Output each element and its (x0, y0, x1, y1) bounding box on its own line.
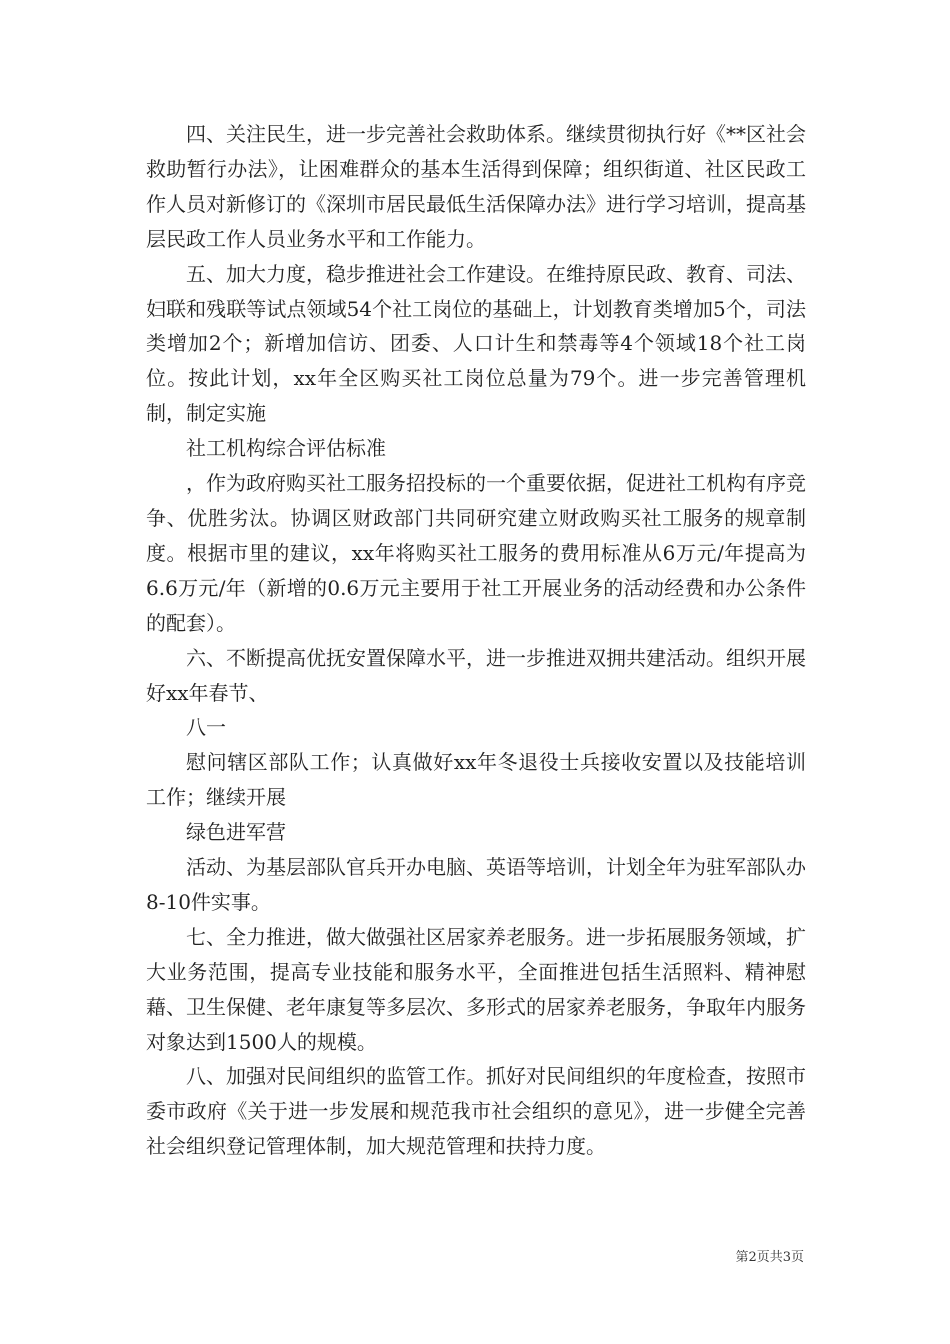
paragraph-civil-organizations: 八、加强对民间组织的监管工作。抓好对民间组织的年度检查，按照市委市政府《关于进一步发展和规范我市社会组织的意见》，进一步健全完善社会组织登记管理体制，加大规范管理和扶持力度。 (146, 1064, 806, 1159)
paragraph-social-assistance: 四、关注民生，进一步完善社会救助体系。继续贯彻执行好《**区社会救助暂行办法》，让困难群众的基本生活得到保障；组织街道、社区民政工作人员对新修订的《深圳市居民最低生活保障办法》进行学习培训，提高基层民政工作人员业务水平和工作能力。 (146, 122, 806, 251)
page-number-footer: 第2页共3页 (735, 1250, 804, 1265)
paragraph-social-work: 五、加大力度，稳步推进社会工作建设。在维持原民政、教育、司法、妇联和残联等试点领域54个社工岗位的基础上，计划教育类增加5个，司法类增加2个；新增加信访、团委、人口计生和禁毒等4个领域18个社工岗位。按此计划，xx年全区购买社工岗位总量为79个。进一步完善管理机制，制定实施 (146, 261, 806, 426)
paragraph-elderly-care: 七、全力推进，做大做强社区居家养老服务。进一步拓展服务领域，扩大业务范围，提高专业技能和服务水平，全面推进包括生活照料、精神慰藉、卫生保健、老年康复等多层次、多形式的居家养老服务，争取年内服务对象达到1500人的规模。 (146, 924, 806, 1054)
paragraph-fragment: 社工机构综合评估标准 (186, 436, 386, 461)
paragraph-veterans: 六、不断提高优抚安置保障水平，进一步推进双拥共建活动。组织开展好xx年春节、 (146, 645, 806, 705)
paragraph-fragment: 绿色进军营 (186, 820, 286, 845)
paragraph-fragment: 八一 (186, 715, 226, 740)
paragraph-veterans-activities: 活动、为基层部队官兵开办电脑、英语等培训，计划全年为驻军部队办8-10件实事。 (146, 855, 806, 914)
paragraph-veterans-continued: 慰问辖区部队工作；认真做好xx年冬退役士兵接收安置以及技能培训工作；继续开展 (146, 750, 806, 810)
document-body (146, 117, 806, 1164)
paragraph-social-work-continued: ，作为政府购买社工服务招投标的一个重要依据，促进社工机构有序竞争、优胜劣汰。协调区财政部门共同研究建立财政购买社工服务的规章制度。根据市里的建议，xx年将购买社工服务的费用标准从6万元/年提高为6.6万元/年（新增的0.6万元主要用于社工开展业务的活动经费和办公条件的配套）。 (146, 471, 806, 635)
